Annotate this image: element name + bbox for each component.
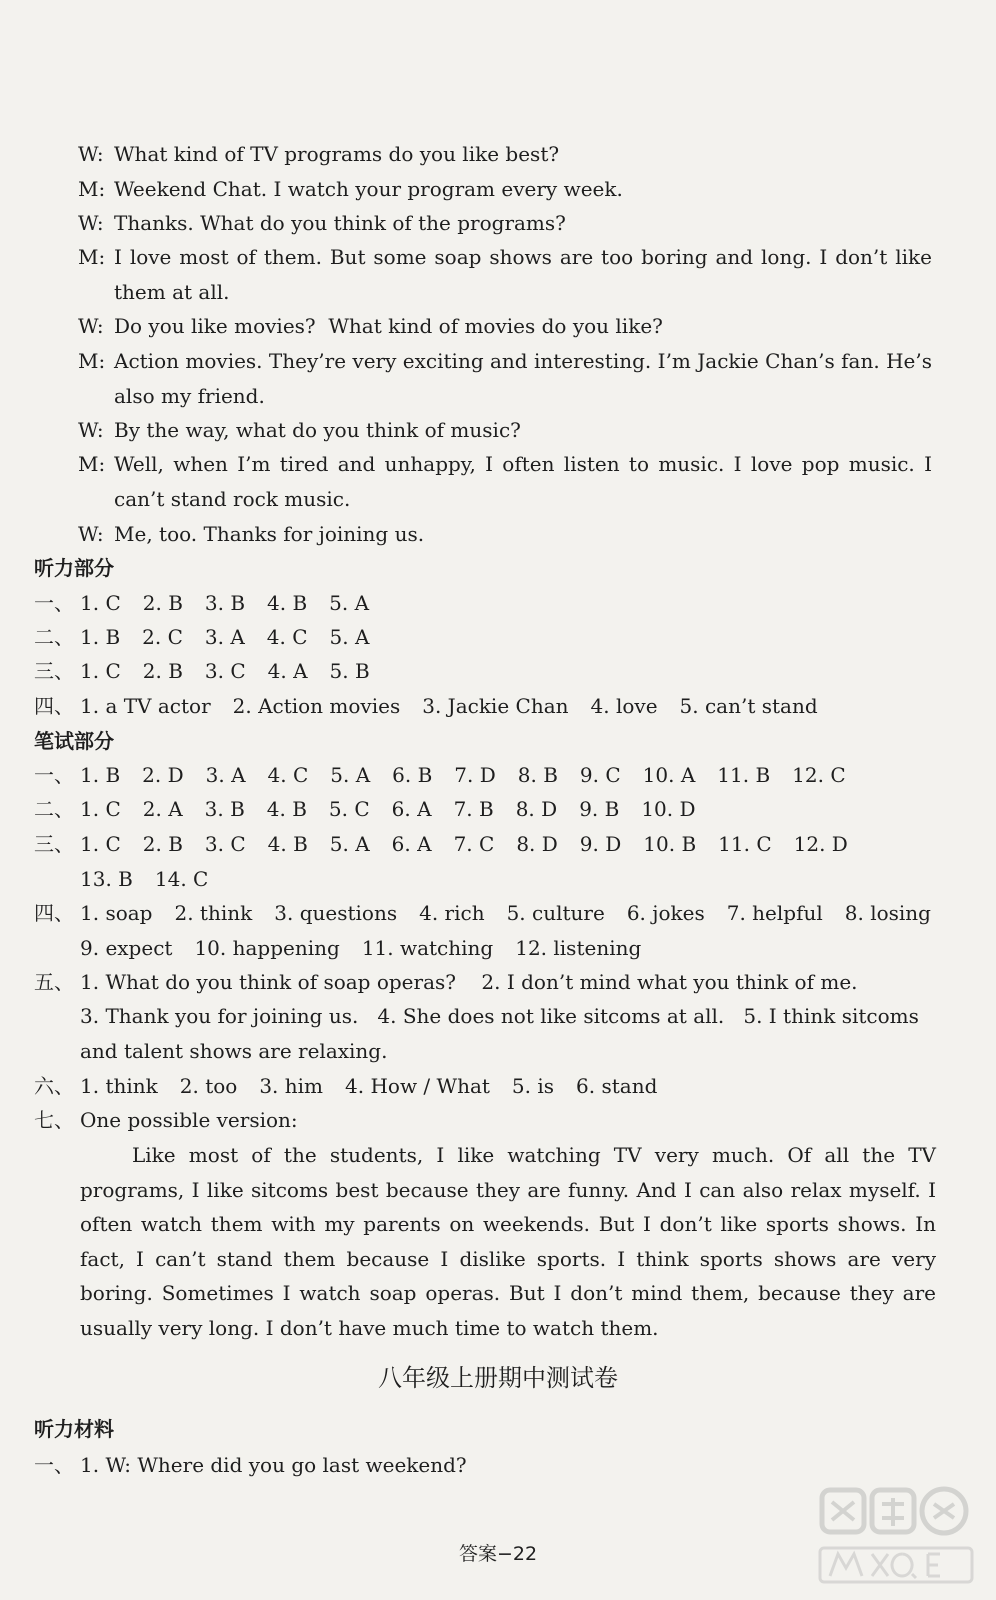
answer-item: 2. C: [142, 625, 183, 649]
answer-item: 7. B: [453, 797, 494, 821]
speaker: M:: [78, 245, 106, 269]
answer-item: 14. C: [154, 867, 209, 891]
answer-item: 3. A: [205, 763, 246, 787]
answer-item: 2. too: [179, 1074, 238, 1098]
answer-item: 2. B: [142, 659, 183, 683]
answer-item: 5. culture: [506, 901, 605, 925]
answer-item: 10. A: [642, 763, 696, 787]
section-heading-listening: 听力部分: [34, 556, 114, 580]
answer-item: 3. A: [204, 625, 245, 649]
answer-item: 10. B: [643, 832, 697, 856]
section-heading-written: 笔试部分: [34, 729, 114, 753]
answer-item: 5. is: [511, 1074, 555, 1098]
exam-title: 八年级上册期中测试卷: [378, 1364, 618, 1392]
answer-item: 1. a TV actor: [80, 694, 211, 718]
answer-item: 3. questions: [274, 901, 398, 925]
answer-item: 1. think: [80, 1074, 158, 1098]
answer-item: 7. helpful: [726, 901, 823, 925]
answer-item: 11. C: [718, 832, 772, 856]
answer-item: 3. C: [204, 832, 246, 856]
answer-item: 8. B: [517, 763, 558, 787]
answer-watermark-logo: [816, 1482, 976, 1590]
answer-item: 4. love: [590, 694, 658, 718]
speaker: W:: [78, 211, 104, 235]
answer-item: 4. B: [266, 797, 307, 821]
answer-item: 9. C: [579, 763, 621, 787]
answer-item: 5. A: [329, 832, 370, 856]
answer-item: 2. think: [174, 901, 253, 925]
answer-item: 1. C: [80, 591, 121, 615]
answer-item: 3. Jackie Chan: [422, 694, 569, 718]
speaker: W:: [78, 522, 104, 546]
answer-item: 3. C: [204, 659, 246, 683]
answer-item: 7. C: [453, 832, 495, 856]
answer-item: 3. B: [204, 797, 245, 821]
speaker: W:: [78, 314, 104, 338]
answer-item: 2. D: [142, 763, 184, 787]
answer-item: 6. B: [392, 763, 433, 787]
answer-item: 1. C: [80, 797, 121, 821]
answer-item: 12. C: [792, 763, 846, 787]
speaker: W:: [78, 142, 104, 166]
essay-paragraph: Like most of the students, I like watching TV very much. Of all the TV programs, I like sitcoms best because they are funny. And I can also relax myself. I often watch them with my parents on weekends. But I don’t like sports shows. In fact, I can’t stand them because I dislike sports. I think sports shows are very boring. Sometimes I watch soap operas. But I don’t mind them, because they are usually very long. I don’t have much time to watch them.: [80, 1143, 936, 1340]
answer-item: 3. him: [259, 1074, 324, 1098]
answer-item: 5. A: [330, 763, 371, 787]
answer-item: 10. happening: [194, 936, 340, 960]
answer-item: 9. expect: [80, 936, 173, 960]
answer-item: 5. A: [329, 591, 370, 615]
answer-item: 2. B: [142, 832, 183, 856]
answer-item: 3. B: [204, 591, 246, 615]
answer-item: 2. B: [142, 591, 183, 615]
page-number: 答案−22: [458, 1543, 538, 1565]
answer-item: 2. Action movies: [232, 694, 401, 718]
answer-item: 8. losing: [844, 901, 931, 925]
answer-item: 6. A: [391, 797, 432, 821]
answer-item: 6. jokes: [626, 901, 705, 925]
answer-item: 4. C: [266, 625, 308, 649]
answer-item: 4. rich: [419, 901, 485, 925]
answer-item: 11. watching: [361, 936, 494, 960]
answer-item: 5. B: [329, 659, 370, 683]
answer-item: 7. D: [454, 763, 496, 787]
answer-item: 5. C: [328, 797, 370, 821]
section-heading-materials: 听力材料: [34, 1417, 114, 1441]
answer-item: 12. D: [793, 832, 848, 856]
answer-item: 1. B: [80, 625, 121, 649]
answer-item: 6. stand: [576, 1074, 658, 1098]
answer-item: 5. can’t stand: [679, 694, 818, 718]
answer-item: 4. How / What: [345, 1074, 490, 1098]
answer-item: 4. B: [267, 591, 308, 615]
answer-item: 4. A: [267, 659, 308, 683]
answer-item: 12. listening: [515, 936, 642, 960]
answer-item: 1. B: [80, 763, 121, 787]
speaker: M:: [78, 177, 106, 201]
answer-item: 9. B: [579, 797, 620, 821]
answer-item: 2. A: [142, 797, 183, 821]
answer-item: 11. B: [717, 763, 771, 787]
answer-item: 9. D: [579, 832, 622, 856]
answer-item: 13. B: [80, 867, 133, 891]
answer-item: 5. A: [329, 625, 370, 649]
answer-item: 10. D: [641, 797, 696, 821]
answer-item: 4. C: [267, 763, 309, 787]
answer-item: 4. B: [267, 832, 308, 856]
speaker: M:: [78, 349, 106, 373]
speaker: M:: [78, 452, 106, 476]
speaker: W:: [78, 418, 104, 442]
answer-item: 1. C: [80, 832, 121, 856]
answer-item: 8. D: [516, 832, 558, 856]
answer-item: 8. D: [515, 797, 558, 821]
answer-item: 1. soap: [80, 901, 153, 925]
answer-item: 1. C: [80, 659, 121, 683]
answer-item: 6. A: [391, 832, 432, 856]
